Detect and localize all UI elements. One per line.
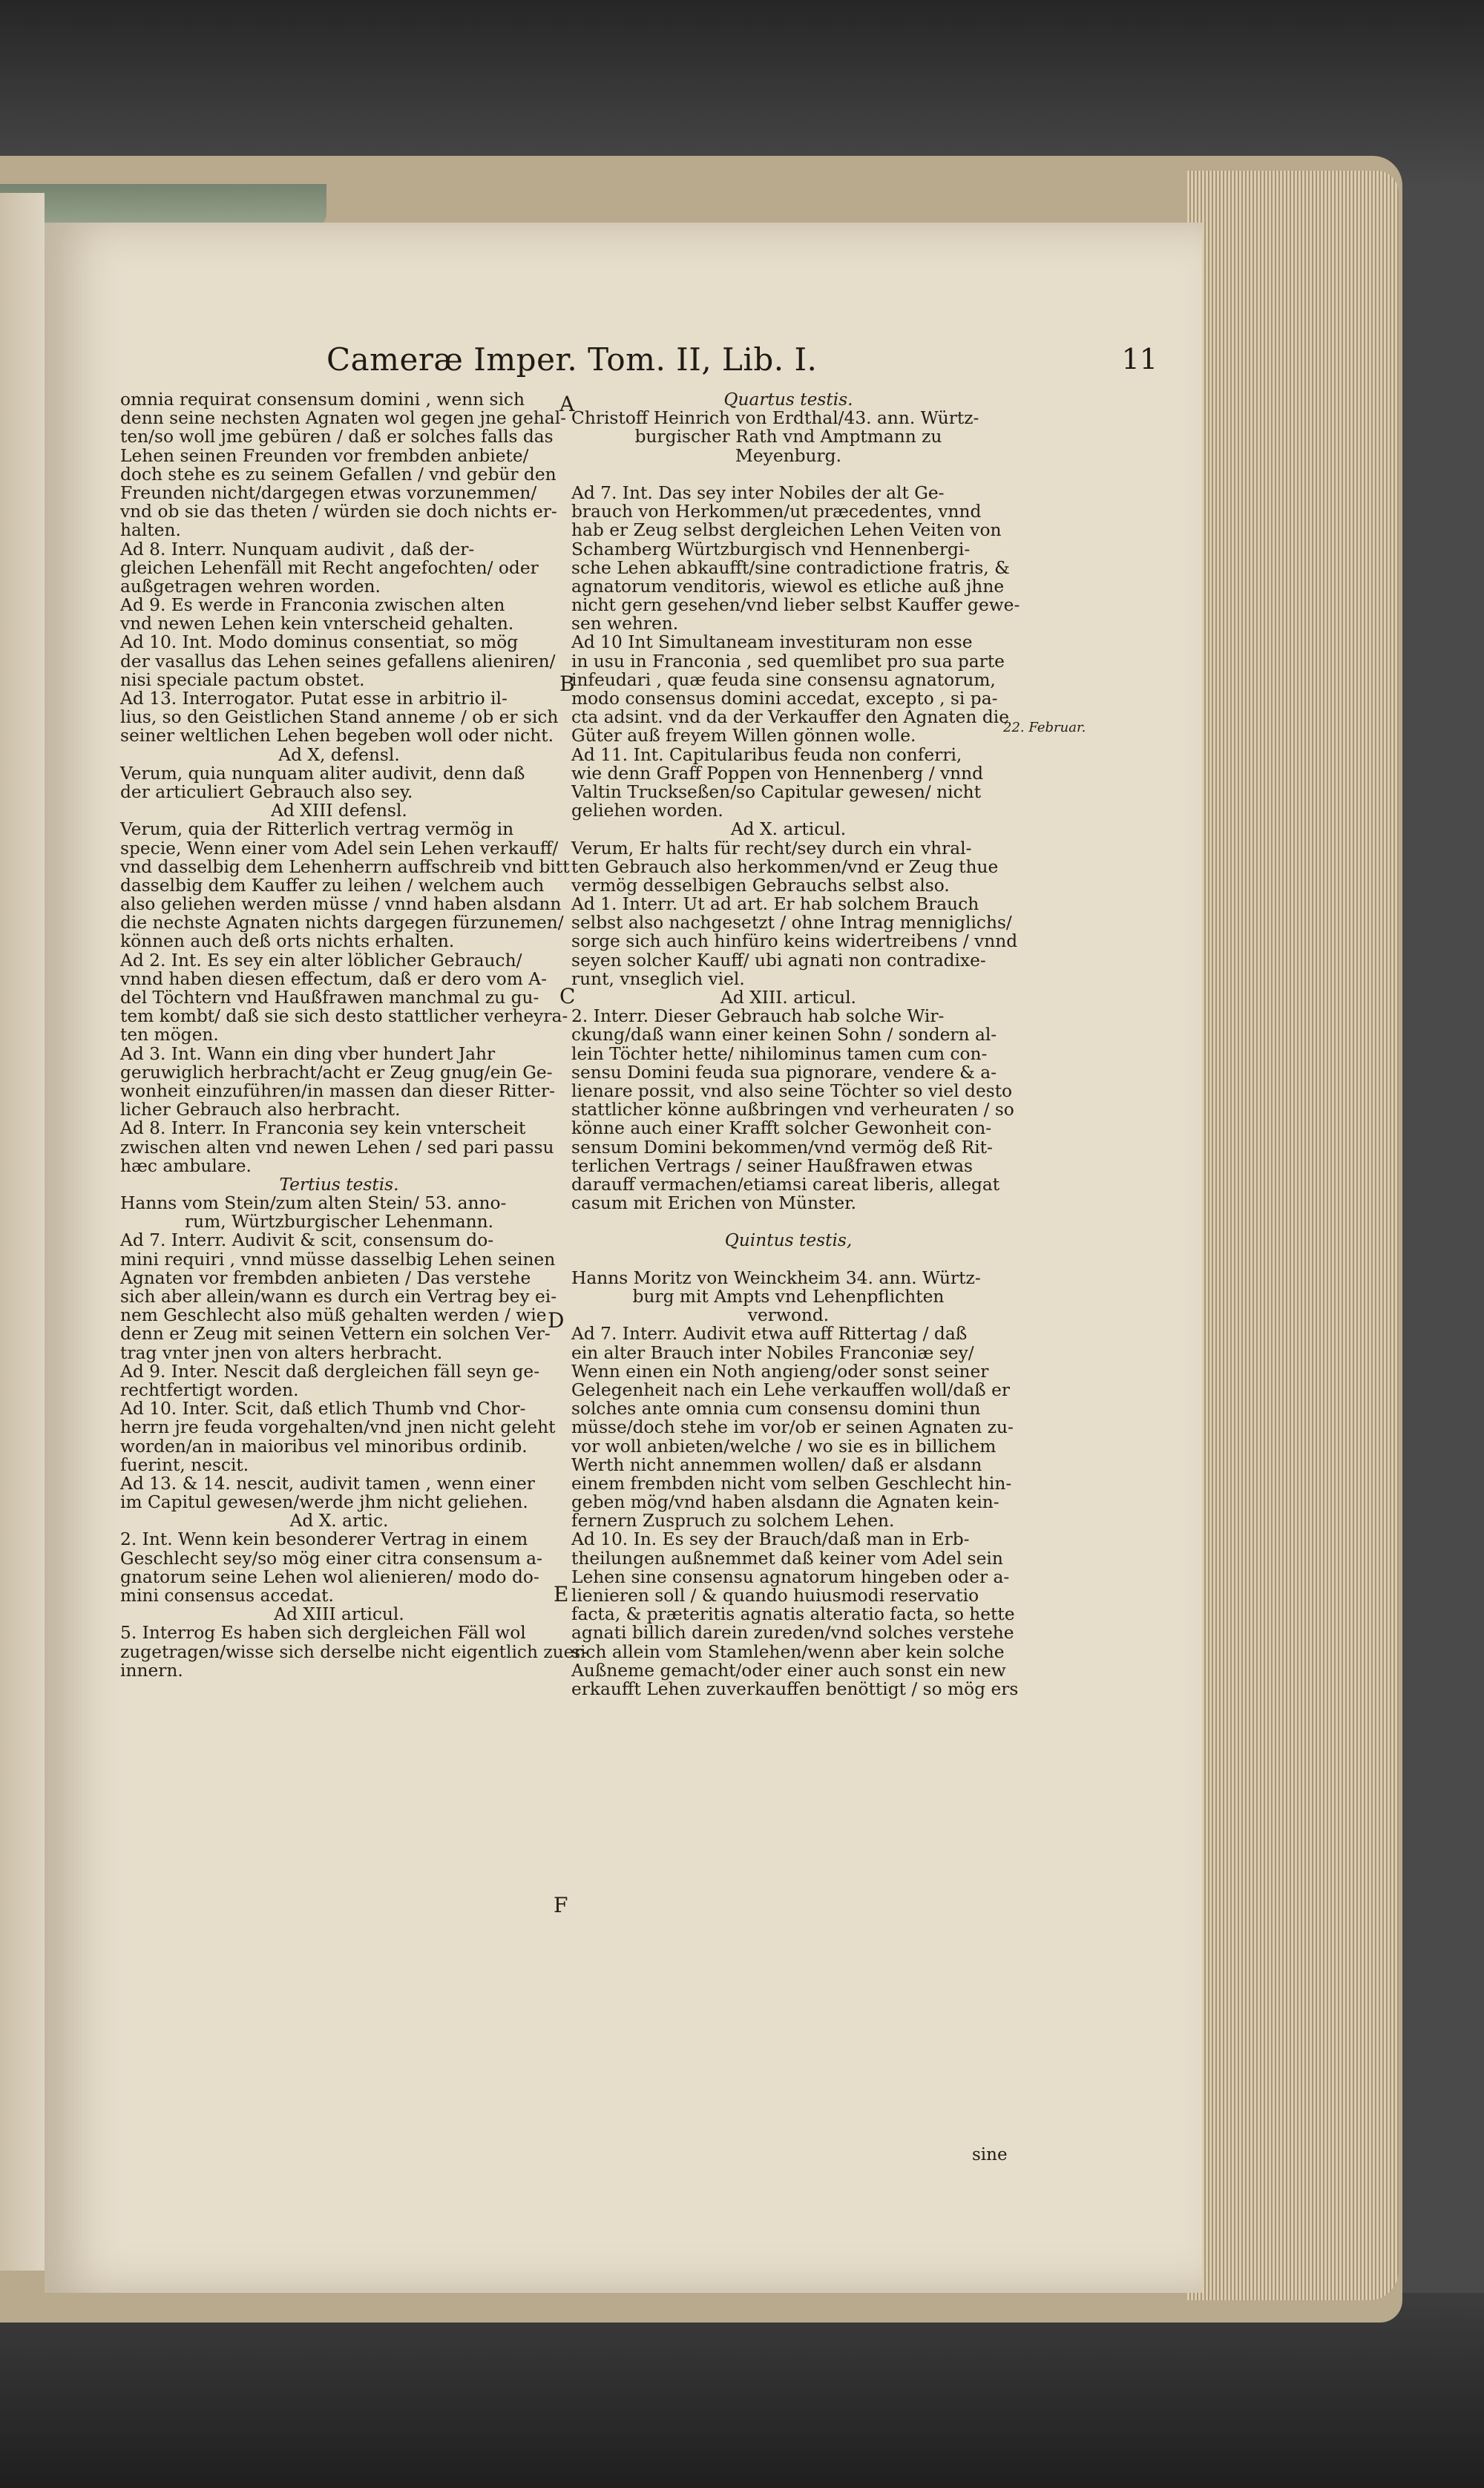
text-line: Hanns vom Stein/zum alten Stein/ 53. anno- [120, 1193, 507, 1214]
text-line: infeudari , quæ feuda sine consensu agnatorum, [571, 669, 996, 690]
text-line: Wenn einen ein Noth angieng/oder sonst seiner [571, 1361, 989, 1382]
text-line: Ad 1. Interr. Ut ad art. Er hab solchem Brauch [571, 894, 979, 915]
text-line: lius, so den Geistlichen Stand anneme / ob er sich [120, 707, 559, 728]
text-line: Ad 13. Interrogator. Putat esse in arbitrio il- [120, 689, 508, 709]
text-line: erkaufft Lehen zuverkauffen benöttigt / so mög ers [571, 1678, 1019, 1699]
text-line: denn seine nechsten Agnaten wol gegen jne gehal- [120, 408, 567, 429]
text-line: stattlicher könne außbringen vnd verheuraten / so [571, 1100, 1014, 1120]
text-line: nem Geschlecht also müß gehalten werden / wie [120, 1305, 547, 1326]
text-line: können auch deß orts nichts erhalten. [120, 931, 455, 952]
text-line: Freunden nicht/dargegen etwas vorzunemmen/ [120, 482, 537, 503]
margin-letter-c: C [559, 984, 576, 1008]
text-line: gleichen Lehenfäll mit Recht angefochten/ oder [120, 557, 539, 578]
text-line: omnia requirat consensum domini , wenn sich [120, 390, 525, 410]
text-line: specie, Wenn einer vom Adel sein Lehen verkauff/ [120, 838, 559, 859]
margin-letter-d: D [548, 1308, 565, 1333]
text-line: worden/an in maioribus vel minoribus ordinib. [120, 1436, 528, 1457]
text-line: innern. [120, 1660, 183, 1681]
text-line: doch stehe es zu seinem Gefallen / vnd gebür den [120, 464, 556, 485]
text-line: Valtin Truckseßen/so Capitular gewesen/ nicht [571, 781, 982, 802]
text-line: runt, vnseglich viel. [571, 968, 745, 989]
text-line: Gelegenheit nach ein Lehe verkauffen woll/daß er [571, 1379, 1011, 1400]
text-line: Ad X. articul. [730, 819, 847, 840]
text-line: Güter auß freyem Willen gönnen wolle. [571, 726, 916, 746]
text-line: Verum, Er halts für recht/sey durch ein vhral- [571, 838, 972, 859]
text-line: müsse/doch stehe im vor/ob er seinen Agnaten zu- [571, 1417, 1014, 1438]
text-line: sich aber allein/wann es durch ein Vertrag bey ei- [120, 1287, 557, 1307]
text-line: 2. Int. Wenn kein besonderer Vertrag in einem [120, 1529, 528, 1550]
text-line: Ad 10. In. Es sey der Brauch/daß man in Erb- [571, 1529, 970, 1550]
text-line: Meyenburg. [735, 445, 841, 466]
text-line: lienieren soll / & quando huiusmodi reservatio [571, 1586, 979, 1606]
text-line: Quartus testis. [723, 390, 853, 410]
text-line: cta adsint. vnd da der Verkauffer den Agnaten die [571, 707, 1009, 728]
text-line: einem frembden nicht vom selben Geschlecht hin- [571, 1473, 1012, 1494]
text-line: herrn jre feuda vorgehalten/vnd jnen nicht geleht [120, 1417, 556, 1438]
text-line: Ad X, defensl. [278, 744, 400, 765]
text-line: seyen solcher Kauff/ ubi agnati non contradixe- [571, 950, 986, 971]
text-line: del Töchtern vnd Haußfrawen manchmal zu gu- [120, 988, 539, 1008]
text-line: darauff vermachen/etiamsi careat liberis, allegat [571, 1174, 1000, 1195]
text-line: Tertius testis. [279, 1174, 399, 1195]
text-line: trag vnter jnen von alters herbracht. [120, 1342, 443, 1363]
text-line: Hanns Moritz von Weinckheim 34. ann. Würtz- [571, 1267, 981, 1288]
text-line: Ad 3. Int. Wann ein ding vber hundert Jahr [120, 1043, 496, 1064]
text-line: Ad 9. Inter. Nescit daß dergleichen fäll seyn ge- [120, 1361, 540, 1382]
text-line: Lehen sine consensu agnatorum hingeben oder a- [571, 1566, 1010, 1587]
text-line: Ad XIII. articul. [720, 988, 856, 1008]
margin-date-note: 22. Februar. [1003, 720, 1086, 735]
text-line: Ad 7. Int. Das sey inter Nobiles der alt Ge- [571, 482, 945, 503]
text-line: geliehen worden. [571, 801, 723, 821]
margin-letter-e: E [554, 1582, 569, 1606]
page-edges [1187, 171, 1399, 2300]
text-line: Verum, quia nunquam aliter audivit, denn daß [120, 763, 525, 784]
text-line: facta, & præteritis agnatis alteratio facta, so hette [571, 1604, 1015, 1625]
text-line: verwond. [747, 1305, 830, 1326]
text-line: Agnaten vor frembden anbieten / Das verstehe [120, 1267, 531, 1288]
text-line: vor woll anbieten/welche / wo sie es in billichem [571, 1436, 997, 1457]
text-line: ten/so woll jme gebüren / daß er solches falls das [120, 427, 554, 447]
text-line: Ad 7. Interr. Audivit etwa auff Rittertag / daß [571, 1324, 968, 1345]
text-line: vnd ob sie das theten / würden sie doch nichts er- [120, 502, 557, 522]
text-line: ten mögen. [120, 1025, 219, 1046]
running-head: Cameræ Imper. Tom. II, Lib. I. [326, 341, 818, 378]
text-line: halten. [120, 520, 181, 541]
text-line: Ad 8. Interr. In Franconia sey kein vnterscheit [120, 1118, 526, 1139]
text-line: die nechste Agnaten nichts dargegen fürzunemen/ [120, 913, 564, 933]
text-line: brauch von Herkommen/ut præcedentes, vnnd [571, 502, 982, 522]
text-line: solches ante omnia cum consensu domini thun [571, 1399, 981, 1419]
text-line: licher Gebrauch also herbracht. [120, 1100, 401, 1120]
text-line: Ad X. artic. [289, 1511, 389, 1532]
text-line: könne auch einer Krafft solcher Gewonheit con- [571, 1118, 992, 1139]
right-text-column [571, 390, 1020, 1699]
text-line: hab er Zeug selbst dergleichen Lehen Veiten von [571, 520, 1002, 541]
text-line: dasselbig dem Kauffer zu leihen / welchem auch [120, 875, 545, 896]
text-line: seiner weltlichen Lehen begeben woll oder nicht. [120, 726, 554, 746]
text-line: modo consensus domini accedat, excepto , si pa- [571, 689, 998, 709]
text-line: Werth nicht annemmen wollen/ daß er alsdann [571, 1454, 982, 1475]
text-line: vermög desselbigen Gebrauchs selbst also. [571, 875, 950, 896]
text-line: hæc ambulare. [120, 1155, 252, 1176]
text-line: also geliehen werden müsse / vnnd haben alsdann [120, 894, 562, 915]
text-line: burgischer Rath vnd Amptmann zu [634, 427, 942, 447]
text-line: mini requiri , vnnd müsse dasselbig Lehen seinen [120, 1249, 556, 1270]
text-line: Ad 7. Interr. Audivit & scit, consensum do- [120, 1230, 494, 1251]
page-number: 11 [1121, 343, 1158, 375]
text-line: der articuliert Gebrauch also sey. [120, 781, 413, 802]
text-line: nisi speciale pactum obstet. [120, 669, 365, 690]
text-line: Ad 2. Int. Es sey ein alter löblicher Gebrauch/ [120, 950, 522, 971]
text-line: 5. Interrog Es haben sich dergleichen Fäll wol [120, 1623, 526, 1644]
text-line: sensum Domini bekommen/vnd vermög deß Rit- [571, 1137, 993, 1158]
text-line: 2. Interr. Dieser Gebrauch hab solche Wir- [571, 1006, 945, 1027]
text-line [571, 465, 1005, 484]
cover-edge [0, 184, 326, 229]
text-line: Ad 10. Inter. Scit, daß etlich Thumb vnd Chor- [120, 1399, 526, 1419]
text-line: wie denn Graff Poppen von Hennenberg / vnnd [571, 763, 984, 784]
text-line: nicht gern gesehen/vnd lieber selbst Kauffer gewe- [571, 595, 1020, 616]
text-line: in usu in Franconia , sed quemlibet pro sua parte [571, 651, 1005, 672]
page-header [282, 341, 1172, 386]
text-line: agnati billich darein zureden/vnd solches verstehe [571, 1623, 1014, 1644]
text-line: selbst also nachgesetzt / ohne Intrag menniglichs/ [571, 913, 1012, 933]
text-line: casum mit Erichen von Münster. [571, 1193, 857, 1214]
text-line: Ad 9. Es werde in Franconia zwischen alten [120, 595, 505, 616]
text-line: fuerint, nescit. [120, 1454, 249, 1475]
text-line: sen wehren. [571, 614, 679, 634]
text-line: terlichen Vertrags / seiner Haußfrawen etwas [571, 1155, 973, 1176]
catchword: sine [972, 2145, 1008, 2164]
text-line: zwischen alten vnd newen Lehen / sed pari passu [120, 1137, 554, 1158]
text-line: denn er Zeug mit seinen Vettern ein solchen Ver- [120, 1324, 551, 1345]
text-line: ein alter Brauch inter Nobiles Franconiæ sey/ [571, 1342, 974, 1363]
text-line: vnnd haben diesen effectum, daß er dero vom A- [120, 968, 547, 989]
text-line: fernern Zuspruch zu solchem Lehen. [571, 1511, 895, 1532]
left-page-edge [0, 193, 45, 2271]
text-line: agnatorum venditoris, wiewol es etliche auß jhne [571, 576, 1005, 597]
text-line: zugetragen/wisse sich derselbe nicht eigentlich zuer- [120, 1641, 588, 1662]
text-line: burg mit Ampts vnd Lehenpflichten [632, 1287, 945, 1307]
text-line: gnatorum seine Lehen wol alienieren/ modo do- [120, 1566, 539, 1587]
text-line: Schamberg Würtzburgisch vnd Hennenbergi- [571, 539, 971, 559]
text-line: vnd dasselbig dem Lehenherrn auffschreib vnd bitt [120, 856, 570, 877]
text-line: mini consensus accedat. [120, 1586, 334, 1606]
text-line: Quintus testis, [724, 1230, 853, 1251]
text-line: ckung/daß wann einer keinen Sohn / sondern al- [571, 1025, 997, 1046]
text-line: Verum, quia der Ritterlich vertrag vermög in [120, 819, 514, 840]
text-line: sensu Domini feuda sua pignorare, vendere & a- [571, 1062, 997, 1083]
text-line: sche Lehen abkaufft/sine contradictione fratris, & [571, 557, 1010, 578]
text-line: Ad XIII defensl. [271, 801, 407, 821]
text-line: außgetragen wehren worden. [120, 576, 381, 597]
margin-letter-a: A [559, 392, 575, 416]
text-line: sich allein vom Stamlehen/wenn aber kein solche [571, 1641, 1005, 1662]
text-line [571, 1212, 1005, 1231]
text-line: rum, Würtzburgischer Lehenmann. [184, 1212, 494, 1232]
text-line [571, 1250, 1005, 1269]
text-line: Lehen seinen Freunden vor frembden anbiete/ [120, 445, 529, 466]
text-line: Christoff Heinrich von Erdthal/43. ann. Würtz- [571, 408, 979, 429]
text-line: Außneme gemacht/oder einer auch sonst ein new [571, 1660, 1006, 1681]
text-line: Ad 11. Int. Capitularibus feuda non conferri, [571, 744, 962, 765]
text-line: Ad 8. Interr. Nunquam audivit , daß der- [120, 539, 475, 559]
text-line: lein Töchter hette/ nihilominus tamen cum con- [571, 1043, 988, 1064]
text-line: Geschlecht sey/so mög einer citra consensum a- [120, 1548, 542, 1569]
text-line: wonheit einzuführen/in massen dan dieser Ritter- [120, 1080, 556, 1101]
text-line: rechtfertigt worden. [120, 1379, 299, 1400]
text-line: der vasallus das Lehen seines gefallens alieniren/ [120, 651, 556, 672]
text-line: geben mög/vnd haben alsdann die Agnaten kein- [571, 1492, 999, 1513]
text-line: ten Gebrauch also herkommen/vnd er Zeug thue [571, 856, 999, 877]
text-line: im Capitul gewesen/werde jhm nicht geliehen. [120, 1492, 528, 1513]
text-line: sorge sich auch hinfüro keins widertreibens / vnnd [571, 931, 1018, 952]
text-line: Ad XIII articul. [274, 1604, 404, 1625]
text-line: geruwiglich herbracht/acht er Zeug gnug/ein Ge- [120, 1062, 553, 1083]
text-line: tem kombt/ daß sie sich desto stattlicher verheyra- [120, 1006, 568, 1027]
margin-letter-f: F [554, 1893, 568, 1917]
text-line: Ad 10 Int Simultaneam investituram non esse [571, 632, 973, 653]
text-line: Ad 10. Int. Modo dominus consentiat, so mög [120, 632, 519, 653]
text-line: lienare possit, vnd also seine Töchter so viel desto [571, 1080, 1013, 1101]
left-text-column [120, 390, 588, 1681]
text-line: vnd newen Lehen kein vnterscheid gehalten. [120, 614, 514, 634]
text-line: Ad 13. & 14. nescit, audivit tamen , wenn einer [120, 1473, 535, 1494]
margin-letter-b: B [559, 672, 575, 696]
text-line: theilungen außnemmet daß keiner vom Adel sein [571, 1548, 1003, 1569]
